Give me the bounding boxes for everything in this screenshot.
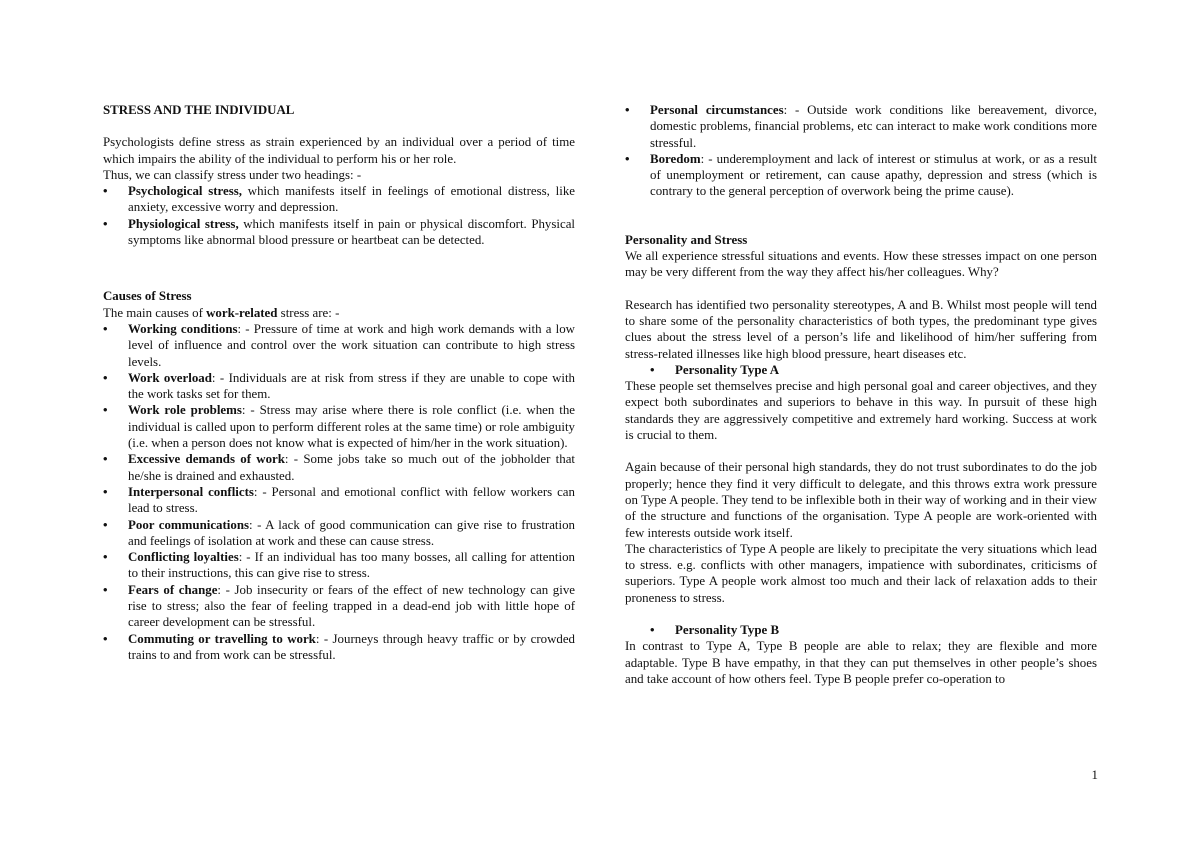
stress-types-list <box>103 183 575 248</box>
list-item <box>103 216 575 249</box>
list-item <box>103 321 575 370</box>
list-item-text: : - underemployment and lack of interest or stimulus at work, or as a result of unemployment or retirement, can cause apathy, depression and stress (which is contrary to the general perception of overwork being the prime cause). <box>650 151 1097 199</box>
list-item-term: Work overload <box>128 370 212 385</box>
right-column <box>625 102 1097 687</box>
list-item-term: Personal circumstances <box>650 103 784 117</box>
list-item-text: : - Job insecurity or fears of the effect of new technology can give rise to stress; also the fear of feeling trapped in a dead-end job with little hope of career development can be stressful. <box>128 582 575 630</box>
bullet-icon: • <box>103 484 108 499</box>
bullet-icon: • <box>103 184 108 199</box>
list-item <box>103 549 575 582</box>
list-item-text: : - Personal and emotional conflict with fellow workers can lead to stress. <box>128 484 575 516</box>
list-item-text: : - If an individual has too many bosses, all calling for attention to their instructions, this can give rise to stress. <box>128 550 575 581</box>
list-item-term: Work role problems <box>128 403 242 418</box>
list-item-term: Conflicting loyalties <box>128 550 239 565</box>
page-number: 1 <box>1091 768 1098 782</box>
bullet-icon: • <box>103 550 108 565</box>
list-item-term: Psychological stress, <box>128 184 243 199</box>
more-causes-list <box>625 102 1097 200</box>
list-item <box>103 402 575 451</box>
type-b-paragraph: In contrast to Type A, Type B people are able to relax; they are flexible and more adaptable. Type B have empathy, in that they can put themselves in other people’s shoes and take account of how others feel. Type B people prefer co-operation to <box>625 639 1097 686</box>
left-column <box>103 102 575 663</box>
bullet-icon: • <box>103 452 108 467</box>
bullet-icon: • <box>650 623 655 638</box>
bullet-icon: • <box>625 151 630 166</box>
list-item <box>103 517 575 550</box>
list-item-text: : - Some jobs take so much out of the jobholder that he/she is drained and exhausted. <box>128 452 575 483</box>
list-item <box>103 183 575 216</box>
list-item-term: Fears of change <box>128 582 218 597</box>
list-item-text: : - Individuals are at risk from stress if they are unable to cope with the work tasks set for them. <box>128 370 575 402</box>
list-item-text: : - Outside work conditions like bereavement, divorce, domestic problems, financial problems, etc can interact to make work conditions more stressful. <box>650 103 1097 150</box>
list-item-term: Poor communications <box>128 517 249 532</box>
list-item-text: : - Pressure of time at work and high work demands with a low level of influence and control over the work situation can contribute to high stress levels. <box>128 321 575 369</box>
type-a-paragraph-3: The characteristics of Type A people are likely to precipitate the very situations which lead to stress. e.g. conflicts with other managers, impatience with subordinates, criticisms of superiors. Type A people work almost too much and their lack of relaxation adds to their proneness to stress. <box>625 541 1097 605</box>
type-a-paragraph-2: Again because of their personal high standards, they do not trust subordinates to do the job properly; hence they find it very difficult to delegate, and this throws extra work pressure on Type A people. They tend to be inflexible both in their way of working and in their view of the structure and functions of the organisation. Type A people are work-oriented with few interests outside work itself. <box>625 460 1097 540</box>
causes-list <box>103 321 575 663</box>
list-item-text: which manifests itself in pain or physical discomfort. Physical symptoms like abnormal blood pressure or heartbeat can be detected. <box>128 216 575 248</box>
list-item-text: : - A lack of good communication can give rise to frustration and feelings of isolation at work and these can cause stress. <box>128 517 575 548</box>
list-item <box>103 631 575 664</box>
list-item-term: Physiological stress, <box>128 216 239 231</box>
research-paragraph: Research has identified two personality stereotypes, A and B. Whilst most people will tend to share some of the personality characteristics of both types, the predominant type gives clues about the stress level of a person’s life and likelihood of him/her suffering from stress-related illnesses like high blood pressure, heart diseases etc. <box>625 297 1097 361</box>
list-item-text: : - Stress may arise where there is role conflict (i.e. when the individual is called upon to perform different roles at the same time) or role ambiguity (i.e. when a person does not know what is expected of him/her in the work situation). <box>128 403 575 451</box>
list-item-term: Interpersonal conflicts <box>128 484 254 499</box>
type-a-paragraph-1: These people set themselves precise and high personal goal and career objectives, and they expect both subordinates and superiors to behave in this way. In pursuit of these high standards they are aggressively competitive and extremely hard working. Success at work is crucial to them. <box>625 379 1097 443</box>
causes-intro: The main causes of work-related stress are: - <box>103 305 340 320</box>
list-item <box>625 102 1097 151</box>
list-item-term: Excessive demands of work <box>128 452 285 467</box>
bullet-icon: • <box>103 321 108 336</box>
type-b-heading: • Personality Type B <box>650 623 780 638</box>
bullet-icon: • <box>103 216 108 231</box>
list-item <box>103 370 575 403</box>
bullet-icon: • <box>103 403 108 418</box>
intro-paragraph: Psychologists define stress as strain experienced by an individual over a period of time which impairs the ability of the individual to perform his or her role. <box>103 135 575 166</box>
list-item-term: Boredom <box>650 151 701 166</box>
list-item <box>625 151 1097 200</box>
bullet-icon: • <box>103 517 108 532</box>
list-item <box>103 451 575 484</box>
document-title: STRESS AND THE INDIVIDUAL <box>103 103 295 117</box>
bullet-icon: • <box>650 362 655 377</box>
bullet-icon: • <box>103 631 108 646</box>
bullet-icon: • <box>103 582 108 597</box>
causes-heading: Causes of Stress <box>103 289 192 304</box>
intro-line: Thus, we can classify stress under two headings: - <box>103 167 362 182</box>
list-item-text: which manifests itself in feelings of emotional distress, like anxiety, excessive worry and depression. <box>128 184 575 215</box>
list-item <box>103 582 575 631</box>
list-item-term: Working conditions <box>128 321 238 336</box>
bullet-icon: • <box>103 370 108 385</box>
personality-heading: Personality and Stress <box>625 232 748 247</box>
list-item-text: : - Journeys through heavy traffic or by crowded trains to and from work can be stressful. <box>128 631 575 662</box>
type-a-heading: • Personality Type A <box>650 362 780 377</box>
list-item-term: Commuting or travelling to work <box>128 631 316 646</box>
list-item <box>103 484 575 517</box>
bullet-icon: • <box>625 103 630 117</box>
personality-paragraph: We all experience stressful situations and events. How these stresses impact on one person may be very different from the way they affect his/her colleagues. Why? <box>625 249 1097 280</box>
